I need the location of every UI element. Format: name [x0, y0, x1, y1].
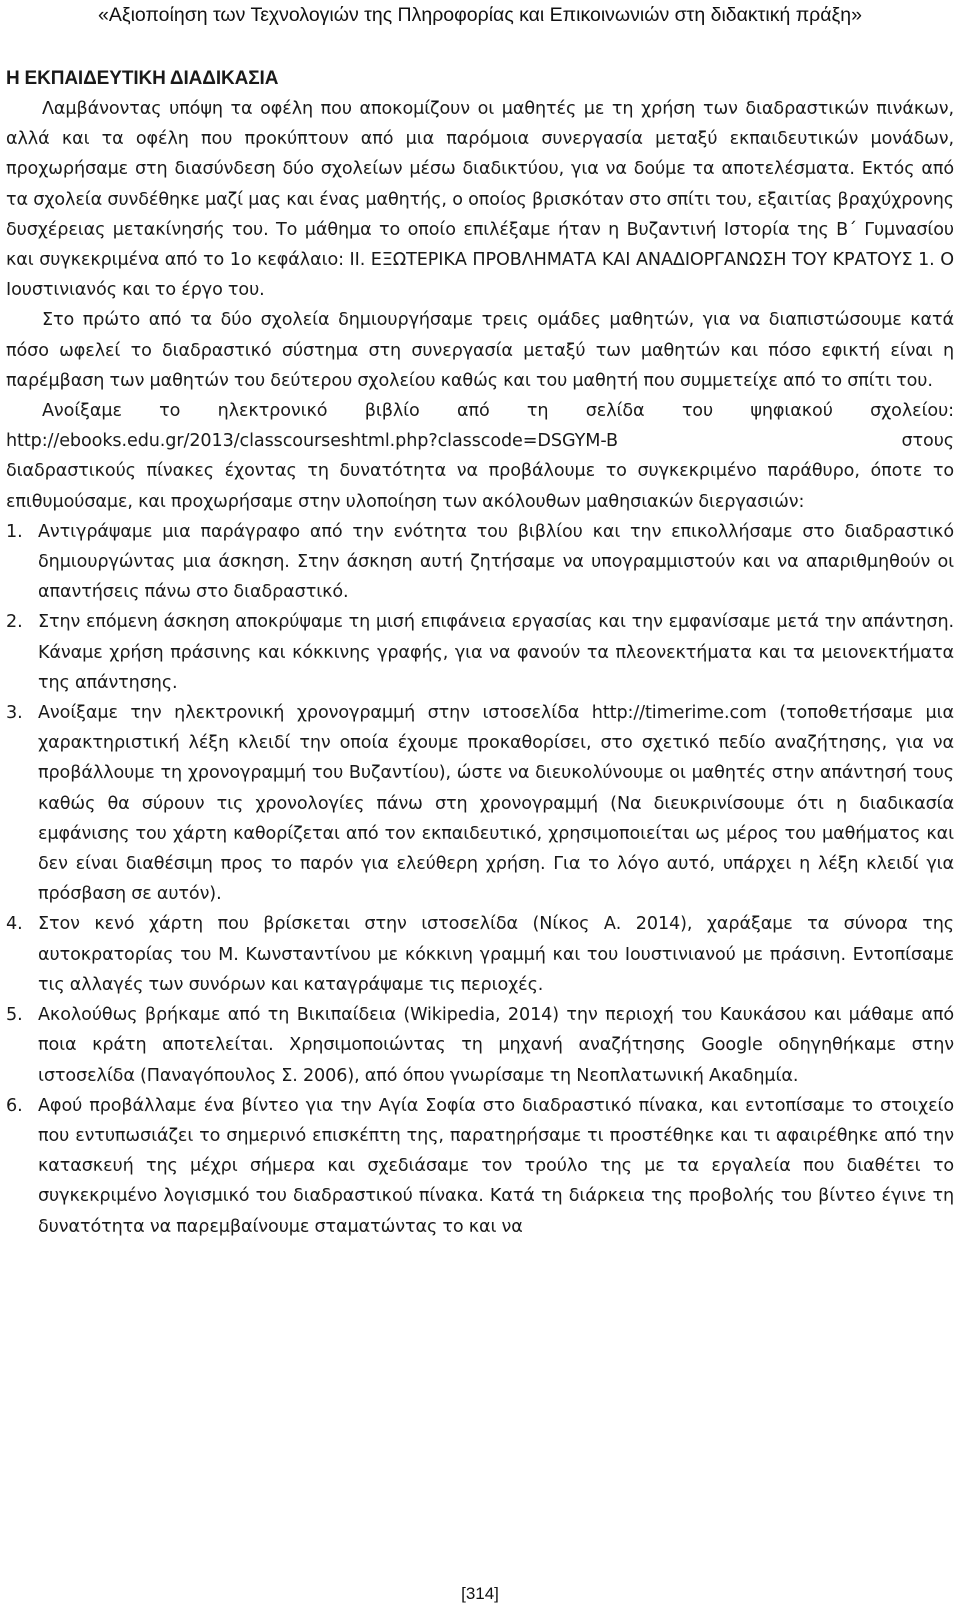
paragraph-intro: Λαμβάνοντας υπόψη τα οφέλη που αποκομίζουν οι μαθητές με τη χρήση των διαδραστικών πινάκων, αλλά και τα οφέλη που προκύπτουν από μια παρόμοια συνεργασία μεταξύ εκπαιδευτικών μονάδων, προχωρήσαμε στη διασύνδεση δύο σχολείων μέσω διαδικτύου, για να δούμε τα αποτελέσματα. Εκτός από τα σχολεία συνδέθηκε μαζί μας και ένας μαθητής, ο οποίος βρισκόταν στο σπίτι του, εξαιτίας βραχύχρονης δυσχέρειας μετακίνησής του. Το μάθημα το οποίο επιλέξαμε ήταν η Βυζαντινή Ιστορία της Β΄ Γυμνασίου και συγκεκριμένα από το 1ο κεφάλαιο: ΙΙ. ΕΞΩΤΕΡΙΚΑ ΠΡΟΒΛΗΜΑΤΑ ΚΑΙ ΑΝΑΔΙΟΡΓΑΝΩΣΗ ΤΟΥ ΚΡΑΤΟΥΣ 1. Ο Ιουστινιανός και το έργο του. — [6, 99, 954, 301]
paragraph-ebook-rest: διαδραστικούς πίνακες έχοντας τη δυνατότητα να προβάλουμε το συγκεκριμένο παράθυρο, όποτε το επιθυμούσαμε, και προχωρήσαμε στην υλοποίηση των ακόλουθων μαθησιακών διεργασιών: — [6, 461, 954, 512]
list-item-number: 1. — [6, 521, 23, 542]
section-title: Η ΕΚΠΑΙΔΕΥΤΙΚΗ ΔΙΑΔΙΚΑΣΙΑ — [6, 68, 279, 89]
page-number: [314] — [461, 1584, 499, 1603]
list-item-number: 5. — [6, 1005, 23, 1026]
ebook-url[interactable]: http://ebooks.edu.gr/2013/classcourseshtml.php?classcode=DSGYM-B — [6, 431, 618, 452]
list-item-number: 3. — [6, 703, 23, 724]
list-item-text: Ανοίξαμε την ηλεκτρονική χρονογραμμή στην ιστοσελίδα http://timerime.com (τοποθετήσαμε μια χαρακτηριστική λέξη κλειδί την οποία έχουμε προκαθορίσει, στο σχετικό πεδίο αναζήτησης, για να προβάλλουμε τη χρονογραμμή του Βυζαντίου), ώστε να διευκολύνουμε οι μαθητές στην απάντησή τους καθώς θα σύρουν τις χρονολογίες πάνω στη χρονογραμμή (Να διευκρινίσουμε ότι η διαδικασία εμφάνισης του χάρτη καθορίζεται από τον εκπαιδευτικό, χρησιμοποιείται ως μέρος του μαθήματος και δεν είναι διαθέσιμη προς το παρόν για ελεύθερη χρήση. Για το λόγο αυτό, υπάρχει η λέξη κλειδί για πρόσβαση σε αυτόν). — [38, 703, 954, 905]
list-item — [6, 517, 954, 608]
activity-list — [6, 517, 954, 1242]
list-item-text: Στον κενό χάρτη που βρίσκεται στην ιστοσελίδα (Νίκος Α. 2014), χαράξαμε τα σύνορα της αυτοκρατορίας του Μ. Κωνσταντίνου με κόκκινη γραμμή και του Ιουστινιανού με πράσινη. Εντοπίσαμε τις αλλαγές των συνόρων και καταγράψαμε τις περιοχές. — [38, 914, 954, 995]
list-item — [6, 909, 954, 1000]
list-item-text: Στην επόμενη άσκηση αποκρύψαμε τη μισή επιφάνεια εργασίας και την εμφανίσαμε μετά την απάντηση. Κάναμε χρήση πράσινης και κόκκινης γραφής, για να φανούν τα πλεονεκτήματα και τα μειονεκτήματα της απάντησης. — [38, 612, 954, 693]
list-item-number: 2. — [6, 612, 23, 633]
ebook-url-continuation: στους — [901, 431, 954, 452]
list-item-number: 4. — [6, 914, 23, 935]
list-item-text: Ακολούθως βρήκαμε από τη Βικιπαίδεια (Wikipedia, 2014) την περιοχή του Καυκάσου και μάθαμε από ποια κράτη αποτελείται. Χρησιμοποιώντας τη μηχανή αναζήτησης Google οδηγηθήκαμε στην ιστοσελίδα (Παναγόπουλος Σ. 2006), από όπου γνωρίσαμε τη Νεοπλατωνική Ακαδημία. — [38, 1005, 954, 1086]
list-item-text: Αφού προβάλλαμε ένα βίντεο για την Αγία Σοφία στο διαδραστικό πίνακα, και εντοπίσαμε το στοιχείο που εντυπωσιάζει το σημερινό επισκέπτη της, παρατηρήσαμε τι προστέθηκε και τι αφαιρέθηκε από την κατασκευή της μέχρι σήμερα και σχεδιάσαμε τον τρούλο της με τα εργαλεία που διαθέτει το συγκεκριμένο λογισμικό του διαδραστικού πίνακα. Κατά τη διάρκεια της προβολής του βίντεο έγινε τη δυνατότητα να παρεμβαίνουμε σταματώντας το και να — [38, 1095, 954, 1237]
running-header: «Αξιοποίηση των Τεχνολογιών της Πληροφορίας και Επικοινωνιών στη διδακτική πράξη» — [98, 4, 862, 26]
page-content — [6, 58, 954, 1242]
list-item — [6, 607, 954, 698]
list-item — [6, 698, 954, 909]
paragraph-groups: Στο πρώτο από τα δύο σχολεία δημιουργήσαμε τρεις ομάδες μαθητών, για να διαπιστώσουμε κατά πόσο ωφελεί το διαδραστικό σύστημα στη συνεργασία μεταξύ των μαθητών και πόσο εφικτή είναι η παρέμβαση των μαθητών του δεύτερου σχολείου καθώς και του μαθητή που συμμετείχε από το σπίτι του. — [6, 310, 954, 391]
list-item-text: Αντιγράψαμε μια παράγραφο από την ενότητα του βιβλίου και την επικολλήσαμε στο διαδραστικό δημιουργώντας μια άσκηση. Στην άσκηση αυτή ζητήσαμε να υπογραμμιστούν και να απαριθμηθούν οι απαντήσεις πάνω στο διαδραστικό. — [38, 521, 954, 603]
paragraph-ebook-url-line — [6, 426, 954, 456]
list-item — [6, 1091, 954, 1242]
paragraph-ebook-intro: Ανοίξαμε το ηλεκτρονικό βιβλίο από τη σελίδα του ψηφιακού σχολείου: — [42, 401, 954, 422]
list-item-number: 6. — [6, 1095, 23, 1116]
list-item — [6, 1000, 954, 1091]
